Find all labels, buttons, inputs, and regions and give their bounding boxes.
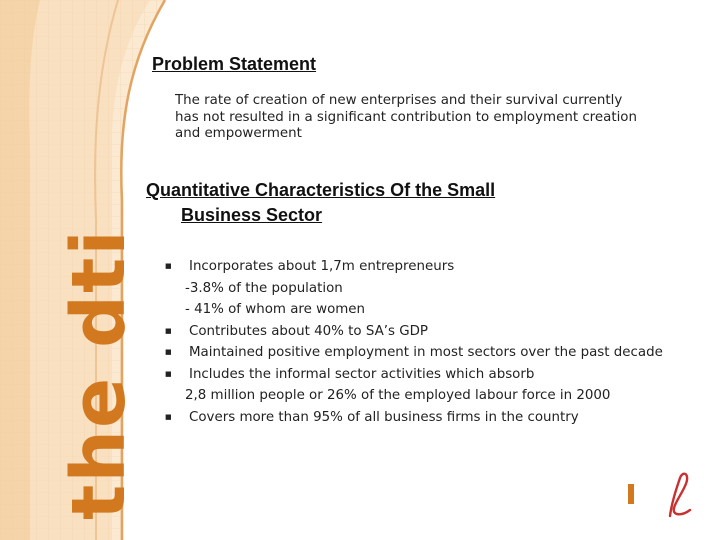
bullet-square-icon: ■ [165, 412, 172, 421]
problem-line: has not resulted in a significant contribution to employment creation [175, 109, 637, 125]
problem-statement-heading: Problem Statement [152, 54, 317, 74]
bullet-square-icon: ■ [165, 369, 172, 378]
problem-line: The rate of creation of new enterprises and their survival currently [175, 93, 623, 108]
list-item-text: Includes the informal sector activities which absorb [189, 366, 535, 382]
list-item [160, 256, 680, 278]
list-item-text: Maintained positive employment in most sectors over the past decade [189, 345, 663, 360]
list-item [160, 321, 680, 343]
characteristics-list [160, 256, 680, 428]
list-item-text: Covers more than 95% of all business firms in the country [189, 409, 579, 425]
problem-statement-text [175, 93, 645, 143]
list-subitem: -3.8% of the population [185, 280, 343, 296]
bullet-square-icon: ■ [165, 326, 172, 335]
list-subitem: 2,8 million people or 26% of the employed labour force in 2000 [185, 388, 611, 403]
bullet-square-icon: ■ [165, 262, 172, 270]
list-item [160, 364, 680, 386]
quantitative-heading [146, 178, 495, 228]
dti-bar-mark [628, 484, 634, 504]
list-item [160, 407, 680, 429]
dti-swirl-icon [660, 470, 696, 518]
bullet-square-icon: ■ [165, 348, 172, 356]
problem-line: and empowerment [175, 126, 302, 141]
list-item [160, 342, 680, 364]
list-item-text: Incorporates about 1,7m entrepreneurs [189, 259, 455, 274]
quantitative-heading-line2: Business Sector [181, 205, 323, 225]
dti-logo-wordmark: the dti [56, 228, 142, 520]
list-subitem: - 41% of whom are women [185, 302, 366, 317]
quantitative-heading-line1: Quantitative Characteristics Of the Small [146, 180, 496, 200]
list-item-text: Contributes about 40% to SA’s GDP [189, 323, 428, 339]
